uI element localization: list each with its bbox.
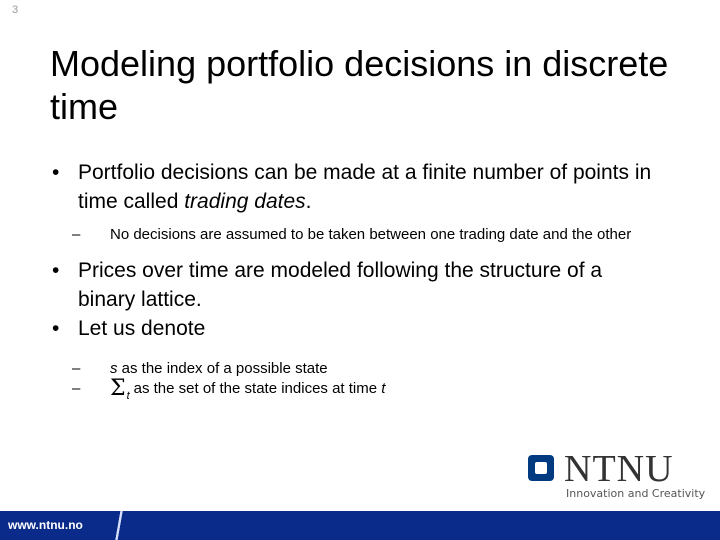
bullet-marker: • bbox=[52, 161, 60, 184]
bullet-marker: • bbox=[52, 317, 60, 340]
footer-slash-decoration bbox=[115, 511, 123, 540]
subbullet-text: as the index of a possible state bbox=[117, 360, 328, 377]
dash-marker: – bbox=[72, 360, 81, 377]
slide-title: Modeling portfolio decisions in discrete time bbox=[50, 43, 669, 127]
footer-url[interactable]: www.ntnu.no bbox=[8, 518, 83, 532]
subbullet-state-index bbox=[52, 359, 652, 379]
ntnu-logo bbox=[528, 448, 706, 504]
bullet-text-end: . bbox=[305, 190, 312, 213]
slide-number: 3 bbox=[12, 4, 19, 16]
logo-wordmark: NTNU bbox=[564, 448, 674, 490]
bullet-trading-dates bbox=[52, 158, 652, 216]
logo-tagline: Innovation and Creativity bbox=[566, 487, 706, 500]
bullet-emphasis: trading dates bbox=[184, 190, 306, 213]
bullet-binary-lattice bbox=[52, 256, 652, 314]
sigma-subscript: t bbox=[126, 390, 130, 402]
slide-content bbox=[52, 158, 652, 406]
subbullet-state-set bbox=[52, 376, 652, 406]
bullet-text: Portfolio decisions can be made at a finite number of points in time called bbox=[78, 161, 652, 213]
bullet-text: Prices over time are modeled following the structure of a binary lattice. bbox=[78, 259, 603, 311]
variable-s: s bbox=[110, 360, 118, 377]
subbullet-no-decisions bbox=[52, 225, 652, 245]
logo-mark-icon bbox=[528, 455, 554, 481]
dash-marker: – bbox=[72, 226, 81, 243]
footer-bar bbox=[0, 511, 720, 540]
bullet-let-us-denote bbox=[52, 314, 652, 343]
dash-marker: – bbox=[72, 380, 81, 397]
variable-t: t bbox=[381, 380, 386, 397]
sigma-symbol: Σ bbox=[110, 376, 126, 401]
bullet-text: Let us denote bbox=[78, 317, 206, 340]
subbullet-text: No decisions are assumed to be taken between one trading date and the other bbox=[110, 226, 632, 243]
bullet-marker: • bbox=[52, 259, 60, 282]
subbullet-text: as the set of the state indices at time bbox=[133, 380, 382, 397]
